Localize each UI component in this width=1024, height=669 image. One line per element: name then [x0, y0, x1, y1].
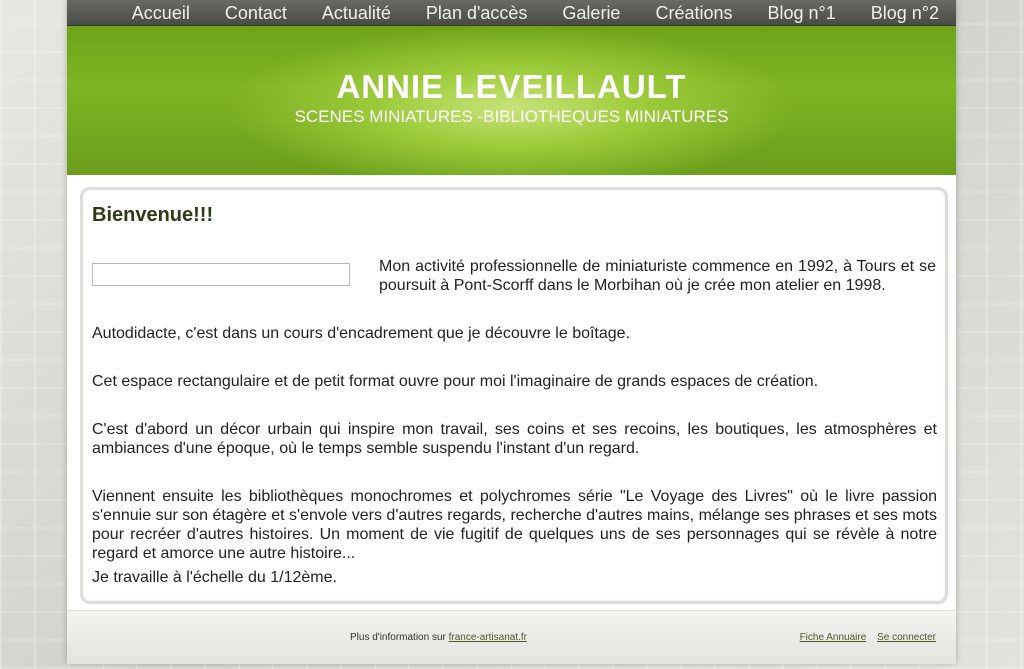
paragraph-intro: Mon activité professionnelle de miniaturiste commence en 1992, à Tours et se poursuit à Pont-Scorff dans le Morbihan où je crée mon atelier en 1998. [379, 258, 936, 294]
nav-item-blog-1[interactable]: Blog n°1 [767, 3, 836, 23]
header-banner [67, 26, 956, 175]
site-title: ANNIE LEVEILLAULT [336, 68, 687, 105]
paragraph-autodidacte: Autodidacte, c'est dans un cours d'encadrement que je découvre le boîtage. [92, 325, 631, 342]
paragraph-bibliotheques: Viennent ensuite les bibliothèques monochromes et polychromes série "Le Voyage des Livres" où le livre passion s'ennuie sur son étagère et s'envole vers d'autres regards, recherche d'autres mains, mélange ses phrases et ses mots pour recréer d'autres histoires. Un moment de vie fugitif de quelques uns de ses personnages qui se révèle à notre regard et amorce une autre histoire... [92, 488, 937, 562]
page-heading: Bienvenue!!! [92, 204, 214, 226]
main-content [80, 187, 948, 604]
site-subtitle: SCENES MINIATURES -BIBLIOTHEQUES MINIATURES [294, 107, 729, 126]
nav-item-creations[interactable]: Créations [655, 3, 733, 23]
login-link[interactable]: Se connecter [877, 632, 936, 643]
nav-item-galerie[interactable]: Galerie [562, 3, 621, 23]
fiche-annuaire-link[interactable]: Fiche Annuaire [799, 632, 867, 643]
nav-item-accueil[interactable]: Accueil [131, 3, 190, 23]
page-container [67, 0, 956, 663]
paragraph-echelle: Je travaille à l'échelle du 1/12ème. [92, 569, 337, 586]
footer-artisanat-link[interactable]: france-artisanat.fr [448, 632, 527, 643]
footer-info-text: Plus d'information sur [350, 632, 449, 643]
paragraph-espace: Cet espace rectangulaire et de petit format ouvre pour moi l'imaginaire de grands espaces de création. [92, 373, 819, 390]
paragraph-decor: C'est d'abord un décor urbain qui inspire mon travail, ses coins et ses recoins, les boutiques, les atmosphères et ambiances d'une époque, où le temps semble suspendu l'instant d'un regard. [92, 421, 937, 457]
nav-menu [97, 0, 939, 26]
nav-item-plan-acces[interactable]: Plan d'accès [425, 3, 528, 23]
nav-item-contact[interactable]: Contact [224, 3, 287, 23]
footer-links [792, 632, 936, 643]
image-placeholder [92, 263, 350, 286]
nav-item-actualite[interactable]: Actualité [321, 3, 391, 23]
nav-item-blog-2[interactable]: Blog n°2 [870, 3, 939, 23]
footer [67, 610, 956, 664]
top-navigation [67, 0, 956, 26]
footer-info [350, 632, 527, 643]
